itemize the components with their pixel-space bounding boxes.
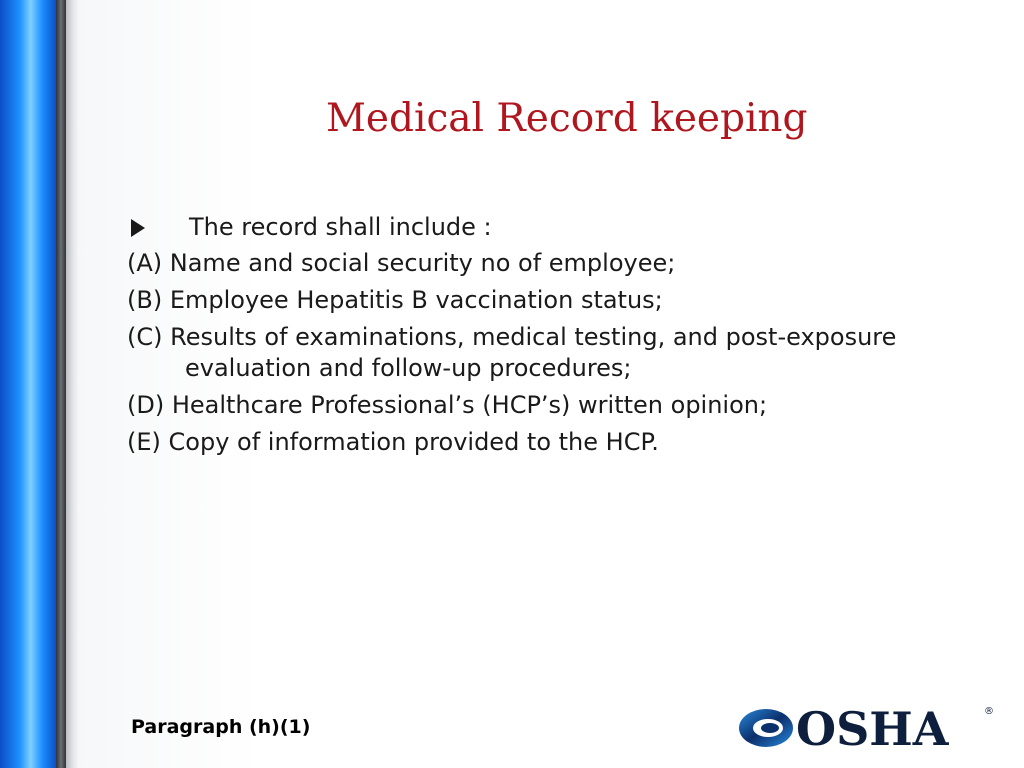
list-item-b: (B) Employee Hepatitis B vaccination status; <box>127 286 663 314</box>
osha-ring-core <box>761 723 779 733</box>
left-blue-bar <box>0 0 56 768</box>
slide-title: Medical Record keeping <box>326 96 808 141</box>
list-item-e: (E) Copy of information provided to the HCP. <box>127 428 659 456</box>
slide-content <box>127 212 947 464</box>
arrow-bullet-icon <box>131 219 145 237</box>
intro-text: The record shall include : <box>189 213 492 241</box>
bullet-intro <box>127 212 947 243</box>
list-item-d: (D) Healthcare Professional’s (HCP’s) written opinion; <box>127 391 768 419</box>
osha-logo <box>738 702 998 750</box>
left-dark-bar <box>56 0 66 768</box>
left-gray-bar <box>66 0 78 768</box>
list-item-a: (A) Name and social security no of employee; <box>127 249 676 277</box>
registered-mark: ® <box>984 706 994 717</box>
footer-paragraph-ref: Paragraph (h)(1) <box>131 716 311 738</box>
list-item-c: (C) Results of examinations, medical testing, and post-exposure evaluation and follow-up procedures; <box>127 323 897 382</box>
osha-letters: OSHA <box>796 702 949 750</box>
